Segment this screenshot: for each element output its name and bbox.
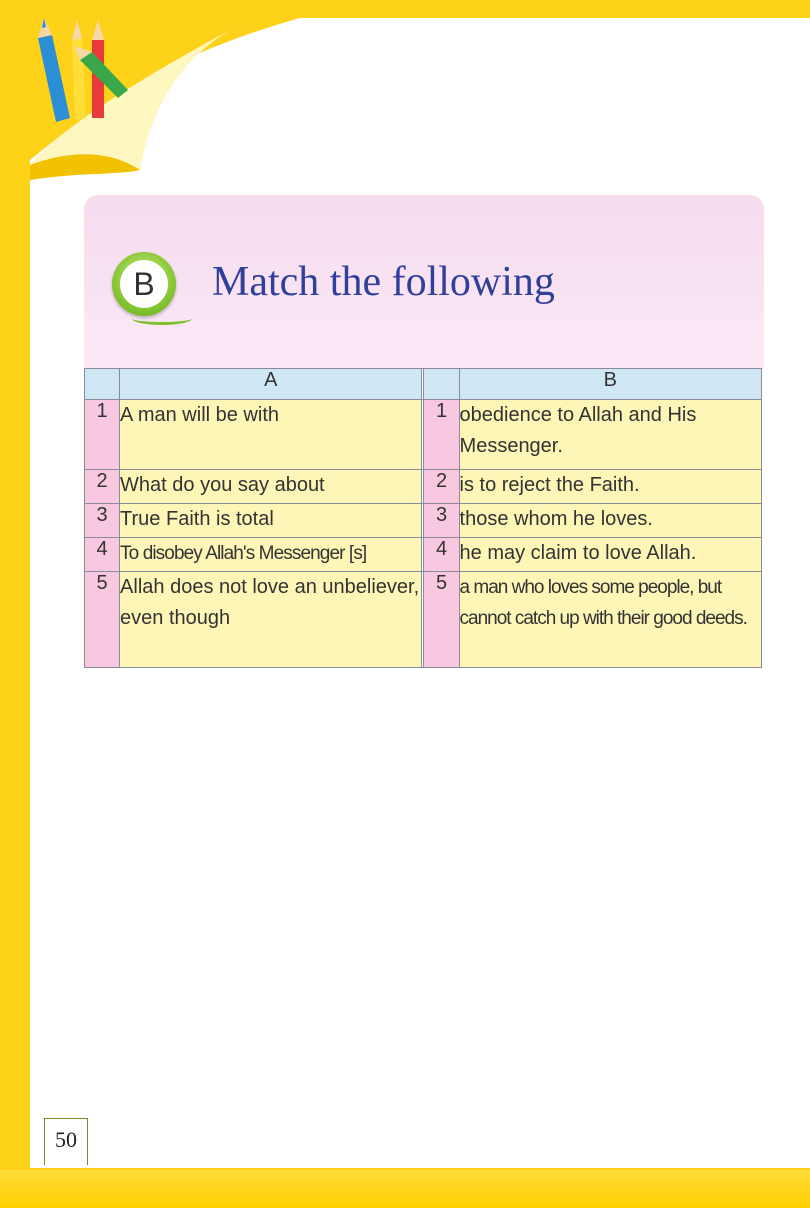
row-number-a: 1 [85,400,120,470]
column-b-text: obedience to Allah and His Messenger. [459,400,761,470]
column-a-text: Allah does not love an unbeliever, even though [120,572,422,668]
row-number-b: 3 [424,504,459,538]
column-a-text: What do you say about [120,470,422,504]
table-row [85,572,762,668]
column-a-text: True Faith is total [120,504,422,538]
row-number-a: 2 [85,470,120,504]
column-a-text: To disobey Allah's Messenger [s] [120,538,422,572]
badge-swoosh [132,312,192,325]
table-row [85,470,762,504]
header-num-b [424,369,459,400]
bottom-frame-stripe [0,1170,810,1208]
table-row [85,538,762,572]
exercise-title: Match the following [212,259,555,305]
column-b-text: a man who loves some people, but cannot catch up with their good deeds. [459,572,761,668]
row-number-b: 5 [424,572,459,668]
column-b-text: he may claim to love Allah. [459,538,761,572]
table-header-row [85,369,762,400]
table-row [85,400,762,470]
header-column-a: A [120,369,422,400]
column-a-text: A man will be with [120,400,422,470]
row-number-b: 2 [424,470,459,504]
header-column-b: B [459,369,761,400]
column-b-text: those whom he loves. [459,504,761,538]
row-number-a: 5 [85,572,120,668]
page-number: 50 [44,1118,88,1165]
row-number-b: 1 [424,400,459,470]
row-number-a: 4 [85,538,120,572]
row-number-a: 3 [85,504,120,538]
table-row [85,504,762,538]
header-num-a [85,369,120,400]
section-badge [112,252,176,316]
column-b-text: is to reject the Faith. [459,470,761,504]
section-badge-letter: B [120,260,168,308]
matching-table [84,368,762,668]
row-number-b: 4 [424,538,459,572]
